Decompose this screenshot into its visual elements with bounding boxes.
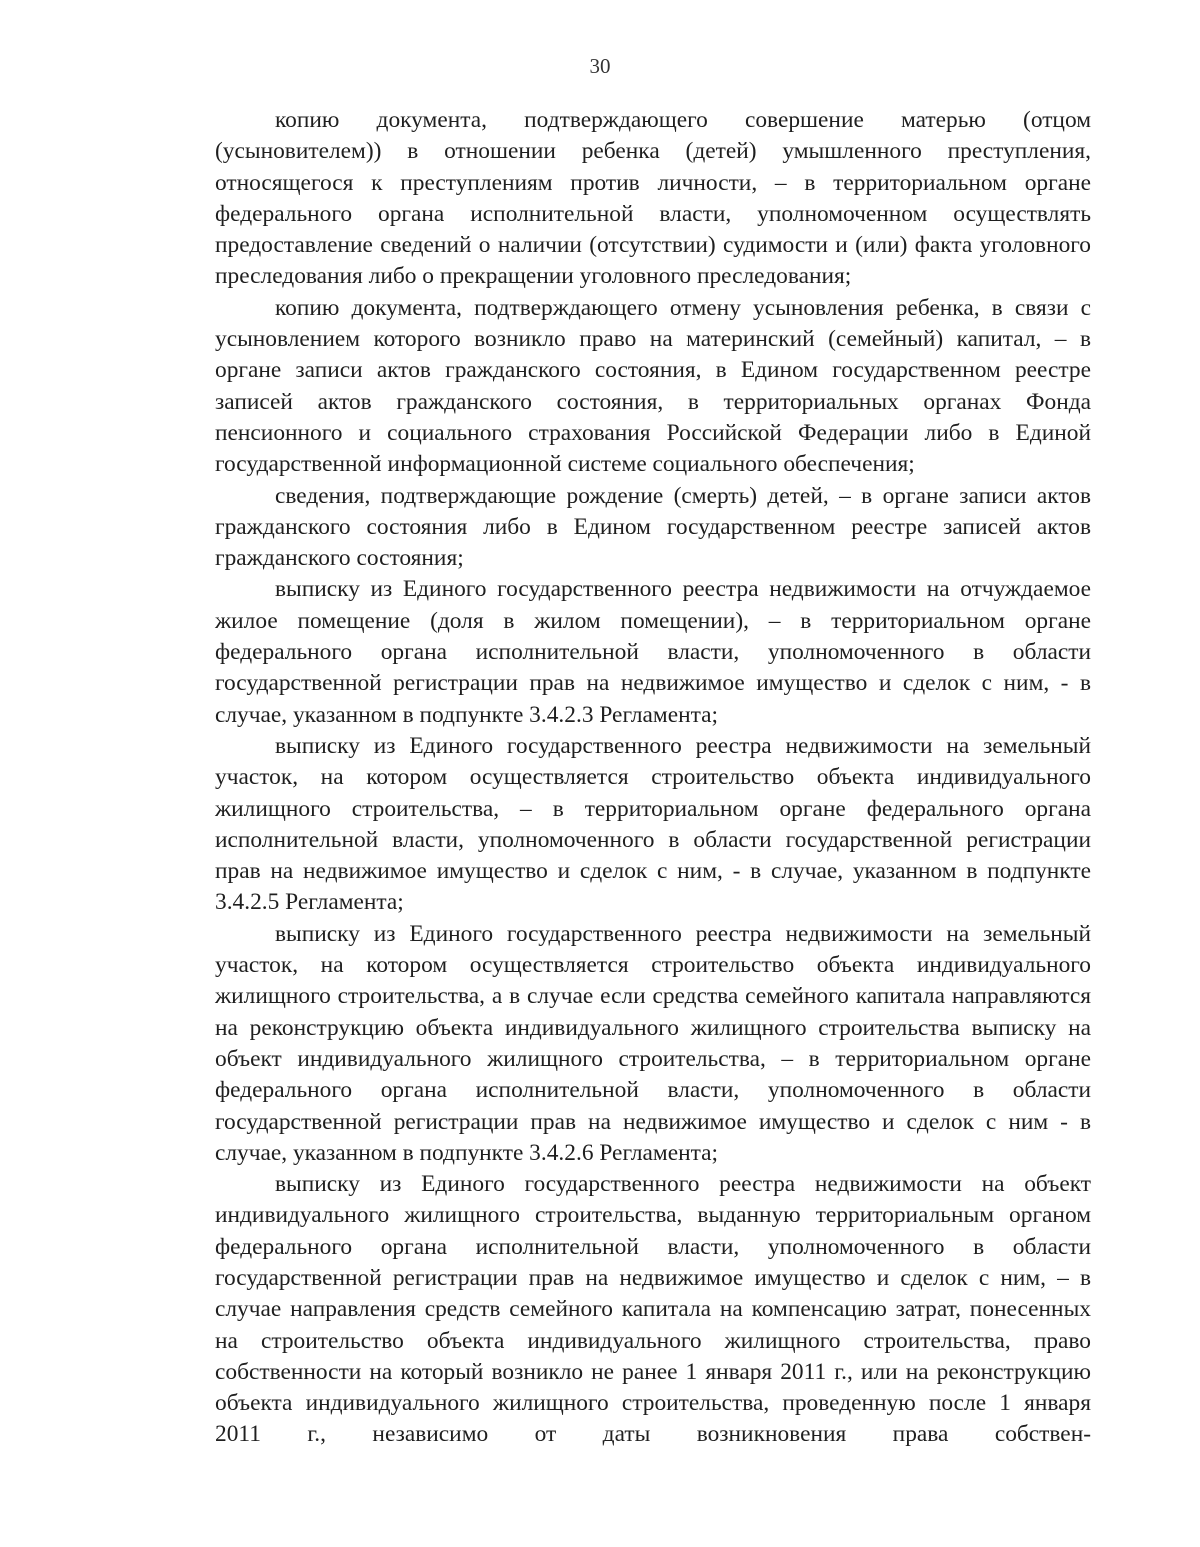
paragraph-adoption-cancellation-document: копию документа, подтверждающего отмену усыновления ребенка, в связи с усыновлением которого возникло право на материнский (семейный) капитал, – в органе записи актов гражданского состояния, в Едином государственном реестре записей актов гражданского состояния, в территориальных органах Фонда пенсионного и социального страхования Российской Федерации либо в Единой государственной информационной системе социального обеспечения; bbox=[215, 294, 1091, 478]
paragraph-extract-land-plot-reconstruction: выписку из Единого государственного реестра недвижимости на земельный участок, на котором осуществляется строительство объекта индивидуального жилищного строительства, а в случае если средства семейного капитала направляются на реконструкцию объекта индивидуального жилищного строительства выписку на объект индивидуального жилищного строительства, – в территориальном органе федерального органа исполнительной власти, уполномоченного в области государственной регистрации прав на недвижимое имущество и сделок с ним - в случае, указанном в подпункте 3.4.2.6 Регламента; bbox=[215, 920, 1091, 1166]
paragraph-extract-land-plot: выписку из Единого государственного реестра недвижимости на земельный участок, на котором осуществляется строительство объекта индивидуального жилищного строительства, – в территориальном органе федерального органа исполнительной власти, уполномоченного в области государственной регистрации прав на недвижимое имущество и сделок с ним, - в случае, указанном в подпункте 3.4.2.5 Регламента; bbox=[215, 732, 1091, 916]
paragraph-extract-housing-object: выписку из Единого государственного реестра недвижимости на объект индивидуального жилищного строительства, выданную территориальным органом федерального органа исполнительной власти, уполномоченного в области государственной регистрации прав на недвижимое имущество и сделок с ним, – в случае направления средств семейного капитала на компенсацию затрат, понесенных на строительство объекта индивидуального жилищного строительства, право собственности на который возникло не ранее 1 января 2011 г., или на реконструкцию объекта индивидуального жилищного строительства, проведенную после 1 января 2011 г., независимо от даты возникновения права собствен- bbox=[215, 1171, 1091, 1448]
page-number: 30 bbox=[589, 54, 611, 78]
document-body bbox=[215, 105, 1091, 1451]
paragraph-birth-death-records: сведения, подтверждающие рождение (смерть) детей, – в органе записи актов гражданского состояния либо в Едином государственном реестре записей актов гражданского состояния; bbox=[215, 482, 1091, 572]
paragraph-extract-alienated-housing: выписку из Единого государственного реестра недвижимости на отчуждаемое жилое помещение (доля в жилом помещении), – в территориальном органе федерального органа исполнительной власти, уполномоченного в области государственной регистрации прав на недвижимое имущество и сделок с ним, - в случае, указанном в подпункте 3.4.2.3 Регламента; bbox=[215, 576, 1091, 728]
paragraph-criminal-record-document: копию документа, подтверждающего совершение матерью (отцом (усыновителем)) в отношении ребенка (детей) умышленного преступления, относящегося к преступлениям против личности, – в территориальном органе федерального органа исполнительной власти, уполномоченном осуществлять предоставление сведений о наличии (отсутствии) судимости и (или) факта уголовного преследования либо о прекращении уголовного преследования; bbox=[215, 107, 1091, 290]
